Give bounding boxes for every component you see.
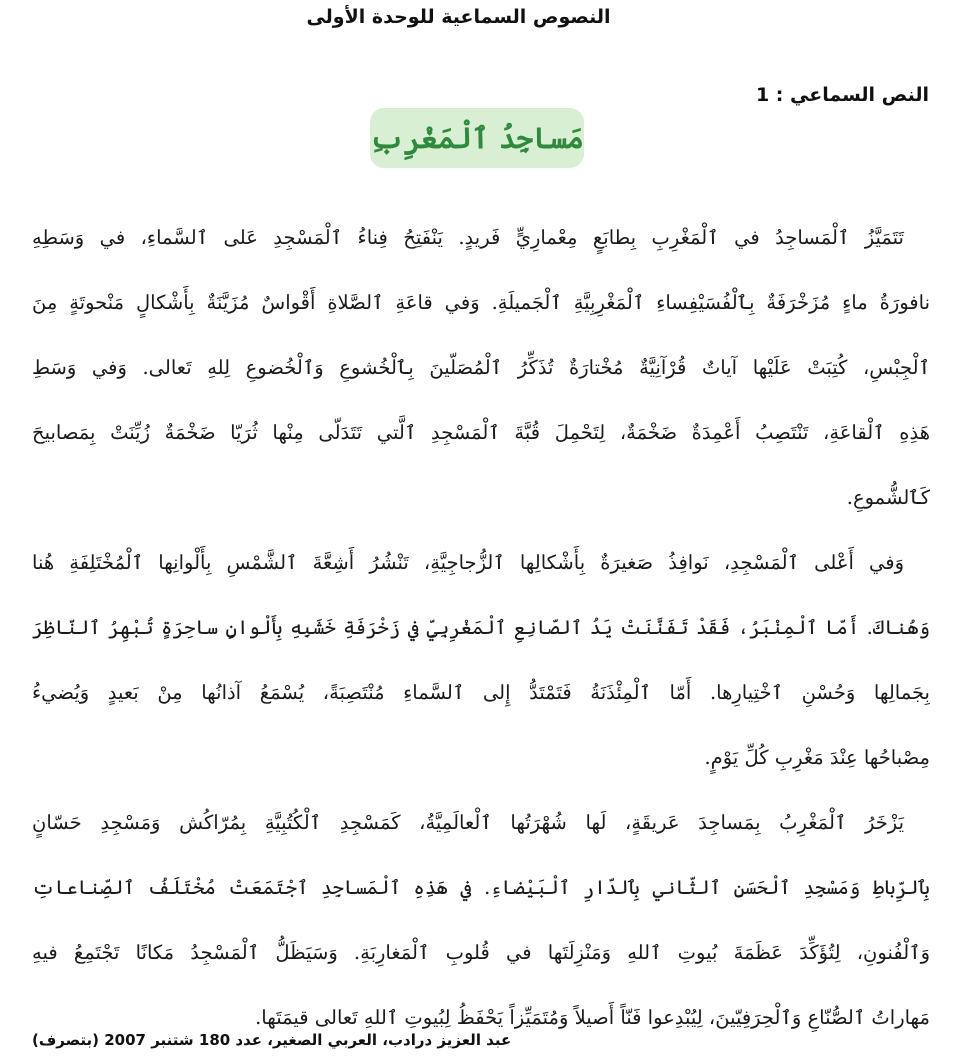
article-title-box <box>370 108 584 168</box>
article-body <box>32 205 930 1050</box>
source-citation: عبد العزيز درادب، العربي الصغير، عدد 180 شتنبر 2007 (بتصرف) <box>32 1031 512 1049</box>
paragraph-2 <box>32 530 930 790</box>
text-line: كَٱلشُّموعِ. <box>846 486 930 509</box>
text-line: وَفي أَعْلى ٱلْمَسْجِدِ، نَوافِذُ صَغيرَةٌ بِأَشْكالِها ٱلزُّجاجِيَّةِ، تَنْشُرُ أَشِعَّةَ ٱلشَّمْسِ بِأَلْوانِها ٱلْمُخْتَلِفَةِ هُنا <box>32 551 904 574</box>
text-line: تَتَمَيَّزُ ٱلْمَساجِدُ في ٱلْمَغْرِبِ بِطابَعٍ مِعْمارِيٍّ فَريدٍ. يَنْفَتِحُ فِناءُ ٱلْمَسْجِدِ عَلى ٱلسَّماءِ، في وَسَطِهِ <box>32 226 904 249</box>
listening-text-label: النص السماعي : 1 <box>755 84 929 106</box>
text-line: مَهاراتُ ٱلصُّنّاعِ وَٱلْحِرَفِيّينَ، لِيُبْدِعوا فَنّاً أَصيلاً وَمُتَمَيِّزاً يَحْفَظُ لِبُيوتِ ٱللهِ تَعالى قيمَتَها. <box>255 1006 930 1029</box>
text-line: هَذِهِ ٱلْقاعَةِ، تَنْتَصِبُ أَعْمِدَةٌ ضَخْمَةٌ، لِتَحْمِلَ قُبَّةَ ٱلْمَسْجِدِ ٱلَّتي تَتَدَلّى مِنْها ثُرَيّا ضَخْمَةٌ زُيِّنَتْ بِمَصابيحَ <box>32 421 930 444</box>
text-line: بِٱلرِّباطِ وَمَسْجِدِ ٱلْحَسَنِ ٱلثّاني بِٱلدّارِ ٱلْبَيْضاءِ. في هَذِهِ ٱلْمَساجِدِ ٱجْتَمَعَتْ مُخْتَلَفُ ٱلصِّناعاتِ <box>32 876 930 899</box>
article-title: مَساجِدُ ٱلْمَغْرِبِ <box>369 121 584 155</box>
text-line: نافورَةُ ماءٍ مُزَخْرَفَةٌ بِٱلْفُسَيْفِساءِ ٱلْمَغْرِبِيَّةِ ٱلْجَميلَةِ. وَفي قاعَةِ ٱلصَّلاةِ أَقْواسٌ مُزَيَّنَةٌ بِأَشْكالٍ مَنْحوتَةٍ مِنَ <box>32 291 930 314</box>
text-line: مِصْباحُها عِنْدَ مَغْرِبِ كُلِّ يَوْمٍ. <box>704 746 930 769</box>
paragraph-1 <box>32 205 930 530</box>
paragraph-3 <box>32 790 930 1050</box>
unit-title: النصوص السماعية للوحدة الأولى <box>306 6 611 28</box>
text-line: وَهُناكَ. أَمّا ٱلْمِنْبَرُ، فَقَدْ تَفَنَّنَتْ يَدُ ٱلصّانِعِ ٱلْمَغْرِبِيِّ في زَخْرَفَةِ خَشَبِهِ بِأَلْوانٍ ساحِرَةٍ تُبْهِرُ ٱلنّاظِرَ <box>32 616 930 639</box>
text-line: ٱلْجِبْسِ، كُتِبَتْ عَلَيْها آياتٌ قُرْآنِيَّةٌ مُخْتارَةٌ تُذَكِّرُ ٱلْمُصَلّينَ بِٱلْخُشوعِ وَٱلْخُضوعِ لِلهِ تَعالى. وَفي وَسَطِ <box>32 356 930 379</box>
text-line: يَزْخَرُ ٱلْمَغْرِبُ بِمَساجِدَ عَريقَةٍ، لَها شُهْرَتُها ٱلْعالَمِيَّةُ، كَمَسْجِدِ ٱلْكُتُبِيَّةِ بِمُرّاكُش وَمَسْجِدِ حَسّانٍ <box>32 811 904 834</box>
text-line: وَٱلْفُنونِ، لِتُؤَكِّدَ عَظَمَةَ بُيوتِ ٱللهِ وَمَنْزِلَتَها في قُلوبِ ٱلْمَغارِبَةِ. وَسَيَظَلُّ ٱلْمَسْجِدُ مَكانًا تَجْتَمِعُ فيهِ <box>32 941 930 964</box>
text-line: بِجَمالِها وَحُسْنِ ٱخْتِيارِها. أَمّا ٱلْمِئْذَنَةُ فَتَمْتَدُّ إِلى ٱلسَّماءِ مُنْتَصِبَةً، يُسْمَعُ آذانُها مِنْ بَعيدٍ وَيُضيءُ <box>32 681 930 704</box>
